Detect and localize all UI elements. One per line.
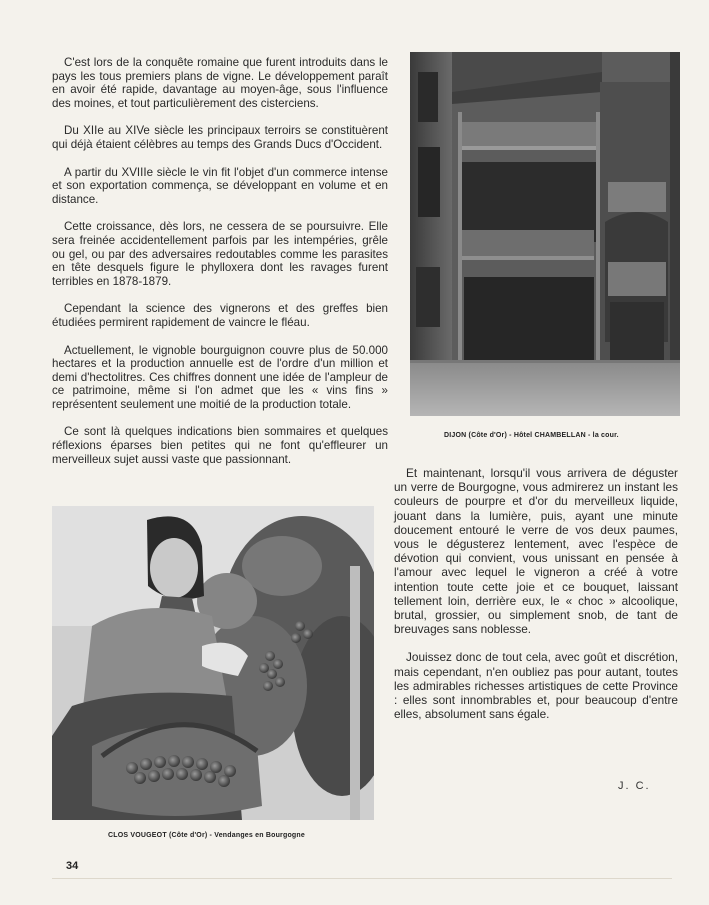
caption-dijon: DIJON (Côte d'Or) - Hôtel CHAMBELLAN - la cour. <box>444 432 619 439</box>
author-signature: J. C. <box>618 780 651 792</box>
right-text-column <box>394 466 678 735</box>
page-number: 34 <box>66 860 79 872</box>
paragraph-science-vignerons: Cependant la science des vignerons et des greffes bien étudiées permirent rapidement de vaincre le fléau. <box>52 302 388 329</box>
paragraph-roman-conquest: C'est lors de la conquête romaine que furent introduits dans le pays les tous premiers plans de vigne. Le développement paraît en avoir été rapide, davantage au moyen-âge, sous l'influence des moines, et tout particulièrement des cisterciens. <box>52 56 388 110</box>
paragraph-vineyard-figures: Actuellement, le vignoble bourguignon couvre plus de 50.000 hectares et la production annuelle est de l'ordre d'un million et demi d'hectolitres. Ces chiffres donnent une idée de l'ampleur de ce patrimoine, même si l'on admet que les « vins fins » représentent seulement une moitié de la production totale. <box>52 343 388 411</box>
paragraph-summary-remarks: Ce sont là quelques indications bien sommaires et quelques réflexions éparses bien petites qui ne font qu'effleurer un merveilleux sujet aussi vaste que passionnant. <box>52 425 388 466</box>
bottom-divider <box>52 878 672 879</box>
photo-dijon-hotel-chambellan <box>410 52 680 416</box>
left-text-column <box>52 56 388 480</box>
paragraph-middle-ages-terroirs: Du XIIe au XIVe siècle les principaux terroirs se constituèrent qui déjà étaient célèbres au temps des Grands Ducs d'Occident. <box>52 124 388 151</box>
paragraph-18th-century-trade: A partir du XVIIIe siècle le vin fit l'objet d'un commerce intense et son exportation commença, se développant en volume et en distance. <box>52 165 388 206</box>
caption-clos-vougeot: CLOS VOUGEOT (Côte d'Or) - Vendanges en Bourgogne <box>108 832 305 839</box>
harvest-illustration <box>52 506 374 820</box>
courtyard-illustration <box>410 52 680 416</box>
paragraph-growth-phylloxera: Cette croissance, dès lors, ne cessera de se poursuivre. Elle sera freinée accidentellement parfois par les intempéries, grêle ou gel, ou par des adversaires redoutables comme les parasites en tête desquels figure le phylloxera dont les ravages furent terribles en 1878-1879. <box>52 220 388 288</box>
paragraph-tasting-burgundy: Et maintenant, lorsqu'il vous arrivera de déguster un verre de Bourgogne, vous admirerez un instant les couleurs de pourpre et d'or du merveilleux liquide, jouant dans la lumière, puis, ayant une minute doucement entouré le verre de vos deux paumes, vous le dégusterez lentement, avec l'espèce de dévotion qui convient, vous unissant en pensée à l'amour avec lequel le vigneron a créé à votre intention toute cette joie et ce bouquet, laissant tellement loin, derrière eux, le « choc » alcoolique, brutal, grossier, ou simplement snob, de tant de breuvages sans noblesse. <box>394 466 678 637</box>
paragraph-enjoy-discretion: Jouissez donc de tout cela, avec goût et discrétion, mais cependant, n'en oubliez pas pour autant, toutes les admirables richesses artistiques de cette Province : elles sont innombrables et, pour beaucoup d'entre elles, absolument sans égale. <box>394 650 678 722</box>
photo-clos-vougeot-harvest <box>52 506 374 820</box>
